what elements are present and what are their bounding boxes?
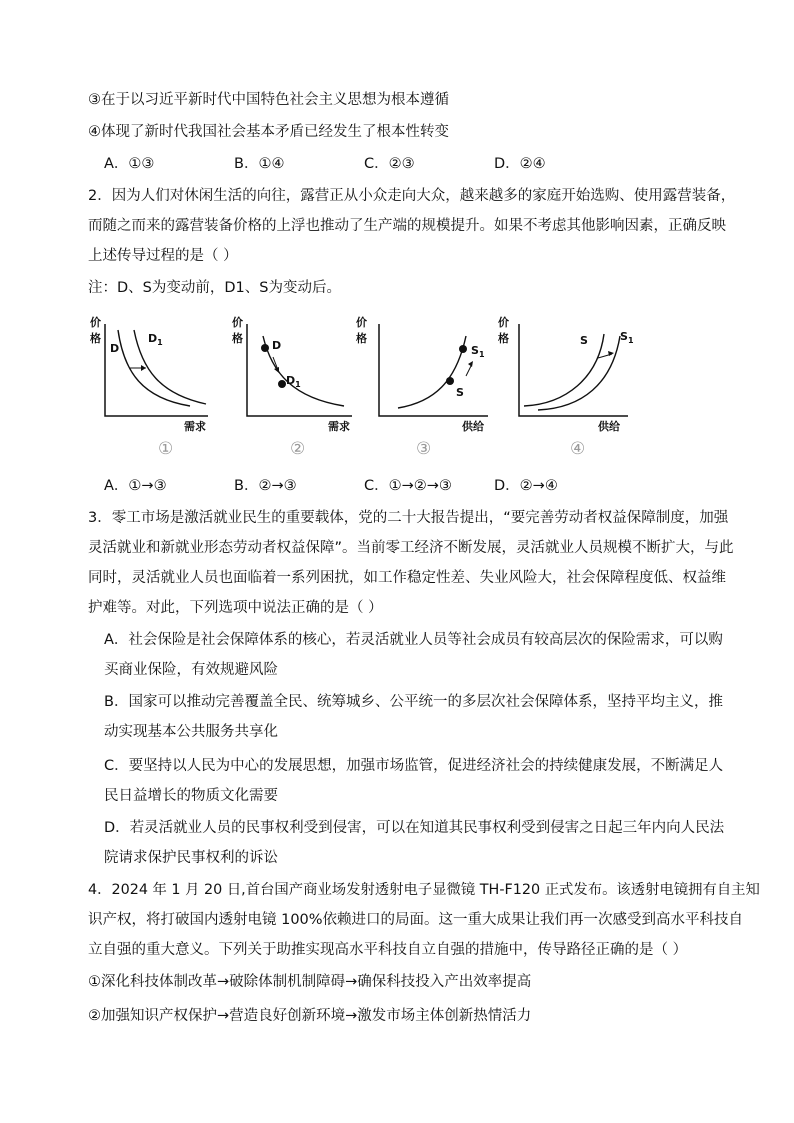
q1-item-4: ④体现了新时代我国社会基本矛盾已经发生了根本性转变 (88, 124, 449, 140)
graph-1 (86, 312, 226, 462)
q3-choice-a-line-1: A．社会保险是社会保障体系的核心，若灵活就业人员等社会成员有较高层次的保险需求，可以购 (104, 632, 723, 648)
q3-stem-line-1: 3．零工市场是激活就业民生的重要载体，党的二十大报告提出，“要完善劳动者权益保障制度，加强 (88, 510, 729, 526)
q3-choice-b-line-1: B．国家可以推动完善覆盖全民、统筹城乡、公平统一的多层次社会保障体系，坚持平均主义，推 (104, 694, 723, 710)
q1-option-d: D．②④ (494, 156, 546, 172)
graph-4-number: ④ (570, 439, 586, 459)
graph-3-number: ③ (416, 439, 432, 459)
q3-choice-a-line-2: 买商业保险，有效规避风险 (104, 662, 278, 678)
graph-1-label-d1: $D_1$ (148, 332, 163, 347)
q3-stem-line-2: 灵活就业和新就业形态劳动者权益保障”。当前零工经济不断发展，灵活就业人员规模不断扩大，与此 (88, 540, 734, 556)
q1-option-c: C．②③ (364, 156, 415, 172)
graph-3-ylabel-1: 价 (356, 316, 367, 329)
q1-option-a: A．①③ (104, 156, 155, 172)
q3-choice-b-line-2: 动实现基本公共服务共享化 (104, 724, 278, 740)
graph-3-label-s: S (456, 386, 464, 399)
graph-2-ylabel-2: 格 (232, 332, 243, 345)
graph-2 (228, 312, 368, 462)
graph-4-xlabel: 供给 (598, 420, 620, 433)
graph-1-label-d: D (110, 342, 120, 355)
q4-item-2: ②加强知识产权保护→营造良好创新环境→激发市场主体创新热情活力 (88, 1008, 532, 1024)
graph-2-label-d1: $D_1$ (286, 374, 301, 389)
q4-stem-line-3: 立自强的重大意义。下列关于助推实现高水平科技自立自强的措施中，传导路径正确的是（ ） (88, 942, 688, 958)
q4-stem-line-1: 4．2024 年 1 月 20 日,首台国产商业场发射透射电子显微镜 TH-F120 正式发布。该透射电镜拥有自主知 (88, 882, 760, 898)
graph-2-label-d: D (272, 339, 282, 352)
graph-3-label-s1: $S_1$ (471, 344, 485, 359)
graph-3 (352, 312, 492, 462)
q2-stem-line-2: 而随之而来的露营装备价格的上浮也推动了生产端的规模提升。如果不考虑其他影响因素，正确反映 (88, 218, 726, 234)
q3-choice-c-line-1: C．要坚持以人民为中心的发展思想，加强市场监管，促进经济社会的持续健康发展，不断满足人 (104, 758, 724, 774)
q1-options (104, 154, 624, 174)
q1-item-3: ③在于以习近平新时代中国特色社会主义思想为根本遵循 (88, 92, 449, 108)
graph-4-ylabel-1: 价 (498, 316, 509, 329)
graph-4-curve-s (524, 334, 604, 406)
q3-choice-d-line-2: 院请求保护民事权利的诉讼 (104, 850, 278, 866)
q3-choice-c-line-2: 民日益增长的物质文化需要 (104, 788, 278, 804)
graph-3-xlabel: 供给 (462, 420, 484, 433)
q4-item-1: ①深化科技体制改革→破除体制机制障碍→确保科技投入产出效率提高 (88, 974, 532, 990)
graph-2-ylabel-1: 价 (232, 316, 243, 329)
graph-2-xlabel: 需求 (328, 420, 350, 433)
graph-2-point-d (261, 344, 269, 352)
graph-3-point-s1 (459, 345, 467, 353)
q2-stem-line-1: 2．因为人们对休闲生活的向往，露营正从小众走向大众，越来越多的家庭开始选购、使用露营装备， (88, 188, 736, 204)
q3-stem-line-3: 同时，灵活就业人员也面临着一系列困扰，如工作稳定性差、失业风险大，社会保障程度低、权益维 (88, 570, 726, 586)
q3-choice-d-line-1: D．若灵活就业人员的民事权利受到侵害，可以在知道其民事权利受到侵害之日起三年内向人民法 (104, 820, 725, 836)
graph-1-xlabel: 需求 (184, 420, 206, 433)
graph-1-number: ① (158, 439, 174, 459)
graph-3-ylabel-2: 格 (356, 332, 367, 345)
graph-4-label-s: S (580, 334, 588, 347)
graph-3-point-s (446, 377, 454, 385)
q2-options (104, 476, 624, 496)
graph-2-point-d1 (278, 380, 286, 388)
q2-option-b: B．②→③ (234, 478, 297, 494)
graph-4-curve-s1 (538, 336, 620, 410)
graph-1-ylabel-2: 格 (90, 332, 101, 345)
q4-stem-line-2: 识产权，将打破国内透射电镜 100%依赖进口的局面。这一重大成果让我们再一次感受到高水平科技自 (88, 912, 744, 928)
q1-option-b: B．①④ (234, 156, 285, 172)
graph-1-ylabel-1: 价 (90, 316, 101, 329)
graph-1-curve-d1 (134, 330, 206, 404)
graph-4-ylabel-2: 格 (498, 332, 509, 345)
graph-4-label-s1: $S_1$ (620, 330, 634, 345)
q2-stem-line-3: 上述传导过程的是（ ） (88, 248, 238, 264)
graph-2-number: ② (290, 439, 306, 459)
q2-option-a: A．①→③ (104, 478, 167, 494)
graph-4 (494, 312, 634, 462)
q2-note: 注：D、S为变动前，D1、S为变动后。 (88, 280, 341, 296)
graph-3-axes (379, 324, 488, 416)
q2-option-d: D．②→④ (494, 478, 558, 494)
q2-option-c: C．①→②→③ (364, 478, 452, 494)
q3-stem-line-4: 护难等。对此，下列选项中说法正确的是（ ） (88, 600, 383, 616)
